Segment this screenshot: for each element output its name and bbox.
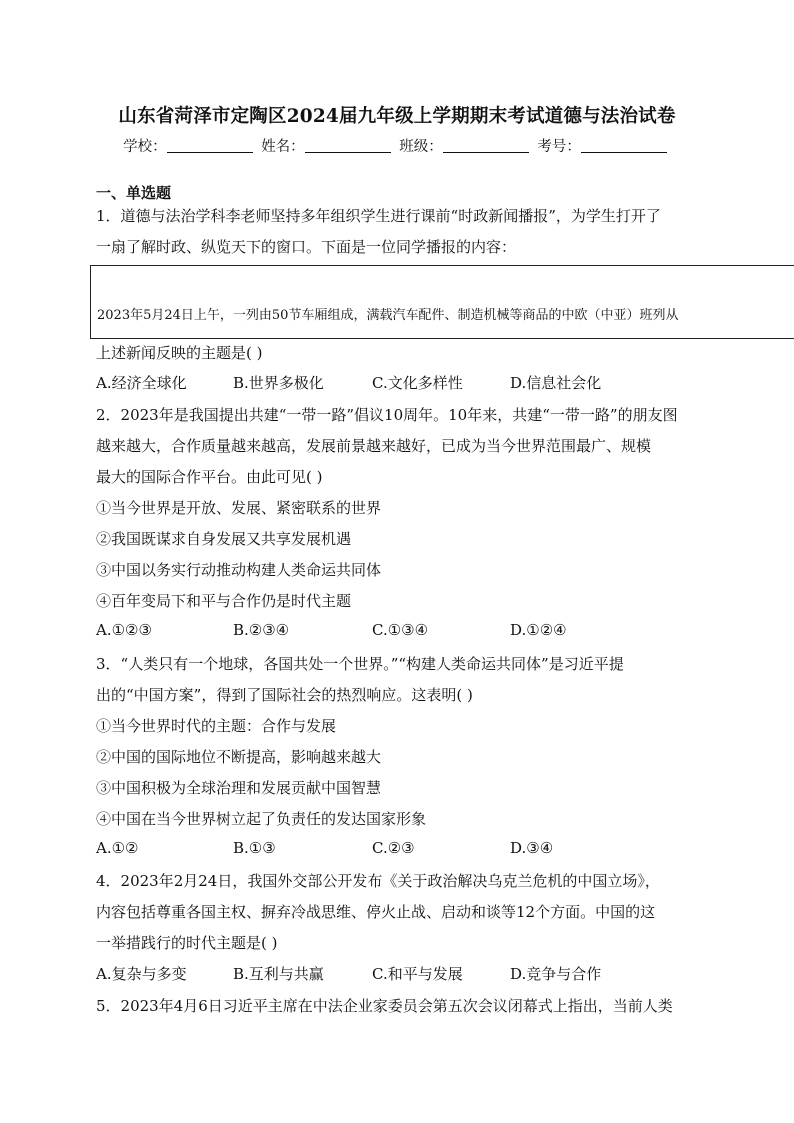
class-label: 班级： (399, 139, 443, 155)
q4-option-a[interactable]: A.复杂与多变 (96, 965, 187, 983)
q1-option-c[interactable]: C.文化多样性 (372, 374, 463, 392)
q3-line-2: 出的“中国方案”，得到了国际社会的热烈响应。这表明( ) (96, 686, 473, 704)
q3-option-d[interactable]: D.③④ (510, 839, 554, 857)
q2-option-c[interactable]: C.①③④ (372, 621, 429, 639)
q3-statement-4: ④中国在当今世界树立起了负责任的发达国家形象 (96, 810, 427, 828)
q2-line-1: 2．2023年是我国提出共建“一带一路”倡议10周年。10年来，共建“一带一路”的朋友图 (96, 406, 678, 424)
q2-line-2: 越来越大，合作质量越来越高，发展前景越来越好，已成为当今世界范围最广、规模 (96, 437, 652, 455)
q1-option-b[interactable]: B.世界多极化 (233, 374, 324, 392)
q4-option-c[interactable]: C.和平与发展 (372, 965, 463, 983)
q2-option-b[interactable]: B.②③④ (233, 621, 290, 639)
q2-statement-1: ①当今世界是开放、发展、紧密联系的世界 (96, 499, 382, 517)
school-label: 学校： (123, 139, 167, 155)
q1-line-2: 一扇了解时政、纵览天下的窗口。下面是一位同学播报的内容： (96, 238, 517, 256)
q4-option-d[interactable]: D.竞争与合作 (510, 965, 602, 983)
q2-option-d[interactable]: D.①②④ (510, 621, 567, 639)
q4-line-3: 一举措践行的时代主题是( ) (96, 934, 278, 952)
news-text: 2023年5月24日上午，一列由50节车厢组成，满载汽车配件、制造机械等商品的中欧（中亚）班列从 (97, 308, 679, 323)
news-box (90, 265, 794, 339)
q3-statement-1: ①当今世界时代的主题：合作与发展 (96, 717, 337, 735)
q2-statement-3: ③中国以务实行动推动构建人类命运共同体 (96, 561, 382, 579)
q1-option-a[interactable]: A.经济全球化 (96, 374, 187, 392)
student-info-row (0, 135, 794, 156)
number-field[interactable] (581, 138, 667, 153)
section-title: 一、单选题 (96, 184, 172, 202)
q3-option-c[interactable]: C.②③ (372, 839, 415, 857)
q1-line-1: 1．道德与法治学科李老师坚持多年组织学生进行课前“时政新闻播报”，为学生打开了 (96, 207, 661, 225)
name-field[interactable] (305, 138, 391, 153)
q2-statement-4: ④百年变局下和平与合作仍是时代主题 (96, 592, 352, 610)
name-label: 姓名： (261, 139, 305, 155)
q1-option-d[interactable]: D.信息社会化 (510, 374, 602, 392)
class-field[interactable] (443, 138, 529, 153)
q3-statement-3: ③中国积极为全球治理和发展贡献中国智慧 (96, 779, 382, 797)
q4-option-b[interactable]: B.互利与共赢 (233, 965, 324, 983)
q3-line-1: 3．“人类只有一个地球，各国共处一个世界。”“构建人类命运共同体”是习近平提 (96, 655, 624, 673)
school-field[interactable] (167, 138, 253, 153)
q2-statement-2: ②我国既谋求自身发展又共享发展机遇 (96, 530, 352, 548)
q2-line-3: 最大的国际合作平台。由此可见( ) (96, 468, 323, 486)
q2-option-a[interactable]: A.①②③ (96, 621, 152, 639)
q1-stem: 上述新闻反映的主题是( ) (96, 344, 263, 362)
number-label: 考号： (537, 139, 581, 155)
q5-line-1: 5．2023年4月6日习近平主席在中法企业家委员会第五次会议闭幕式上指出，当前人类 (96, 997, 673, 1015)
exam-title: 山东省菏泽市定陶区2024届九年级上学期期末考试道德与法治试卷 (118, 106, 676, 127)
q3-statement-2: ②中国的国际地位不断提高，影响越来越大 (96, 748, 382, 766)
q3-option-a[interactable]: A.①② (96, 839, 139, 857)
q4-line-2: 内容包括尊重各国主权、摒弃冷战思维、停火止战、启动和谈等12个方面。中国的这 (96, 903, 656, 921)
q3-option-b[interactable]: B.①③ (233, 839, 276, 857)
q4-line-1: 4．2023年2月24日，我国外交部公开发布《关于政治解决乌克兰危机的中国立场》， (96, 872, 660, 890)
